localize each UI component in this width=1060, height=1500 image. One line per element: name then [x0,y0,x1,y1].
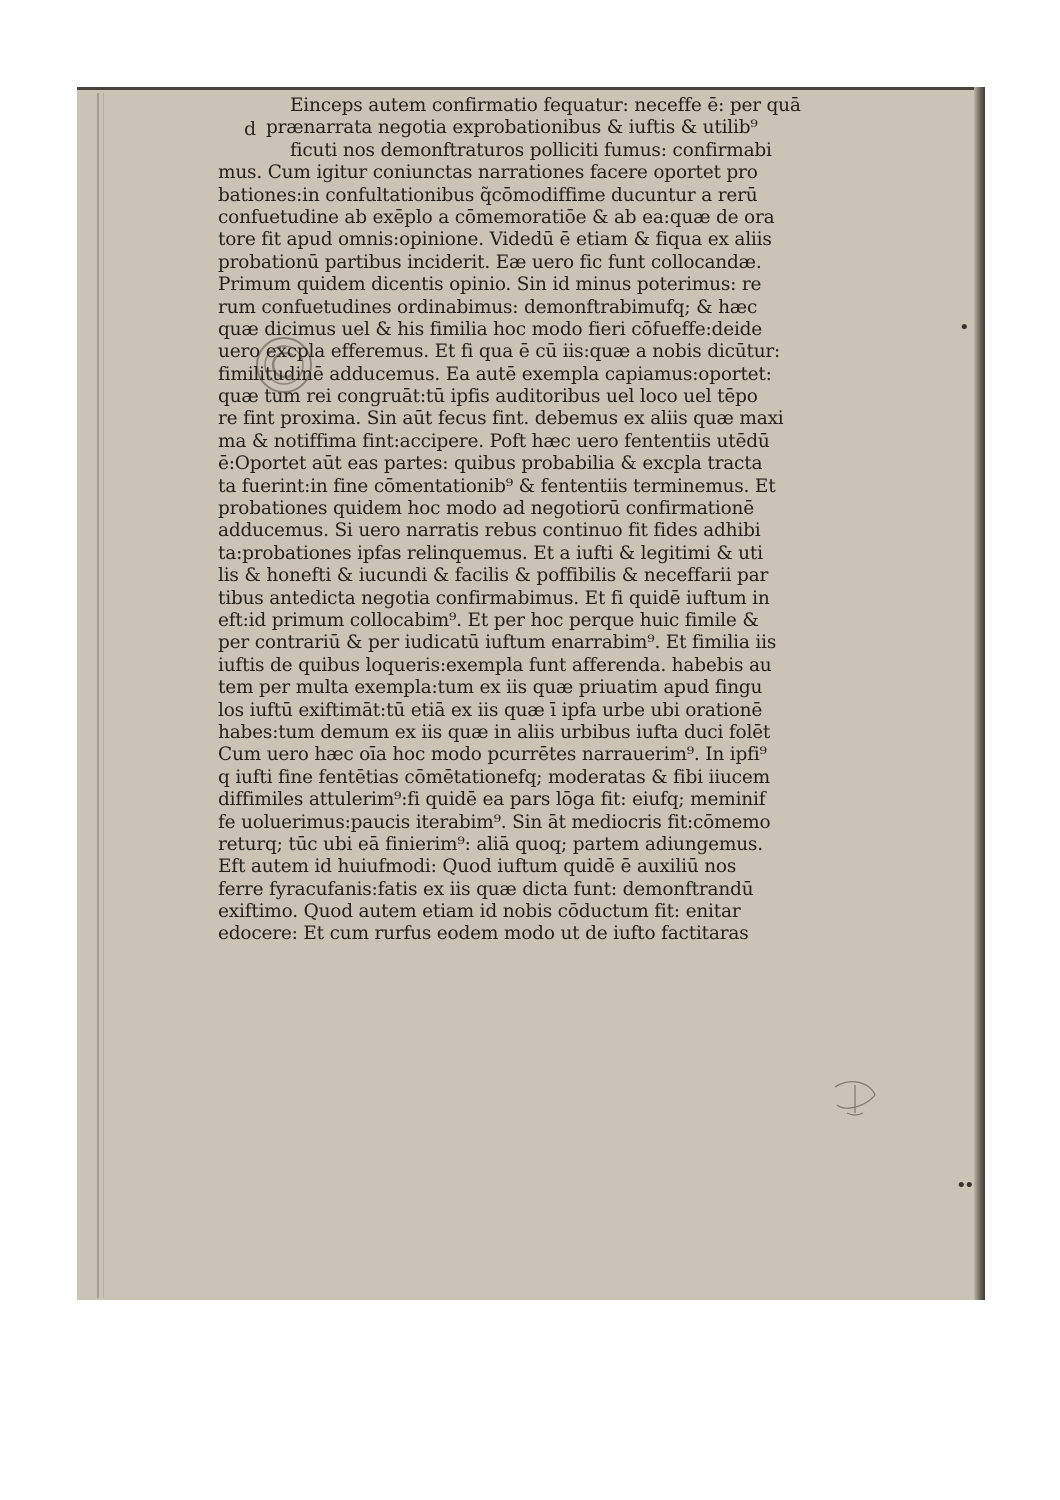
text-line: ē:Oportet aūt eas partes: quibus probabilia & excpla tracta [218,453,763,475]
text-line: bationes:in confultationibus q̃cōmodiffime ducuntur a rerū [218,184,758,206]
text-line: prænarrata negotia exprobationibus & iuftis & utilib⁹ [266,117,758,139]
margin-dot: • [964,1175,975,1196]
library-monogram-icon [825,1077,885,1117]
text-line: ficuti nos demonftraturos polliciti fumus: confirmabi [290,139,772,161]
text-line: tibus antedicta negotia confirmabimus. Et fi quidē iuftum in [218,587,770,609]
text-line: los iuftū exiftimāt:tū etiā ex iis quæ ī ipfa urbe ubi orationē [218,699,763,721]
text-line: habes:tum demum ex iis quæ in aliis urbibus iufta duci folēt [218,721,771,743]
text-line: uero excpla efferemus. Et fi qua ē cū iis:quæ a nobis dicūtur: [218,341,781,363]
text-line: iuftis de quibus loqueris:exempla funt afferenda. habebis au [218,654,772,676]
text-line: quæ tum rei congruāt:tū ipfis auditoribus uel loco uel tēpo [218,386,758,408]
page-top-edge [77,87,985,90]
text-line: re fint proxima. Sin aūt fecus fint. debemus ex aliis quæ maxi [218,408,784,430]
text-line: returq; tūc ubi eā finierim⁹: aliā quoq; partem adiungemus. [218,833,763,855]
text-line: Cum uero hæc oīa hoc modo pcurrētes narrauerim⁹. In ipfi⁹ [218,744,767,766]
text-line: q iufti fine fentētias cōmētationefq; moderatas & fibi iiucem [218,766,770,788]
text-line: quæ dicimus uel & his fimilia hoc modo fieri cōfueffe:deide [218,318,763,340]
text-line: adducemus. Si uero narratis rebus continuo fit fides adhibi [218,520,761,542]
text-line: per contrariū & per iudicatū iuftum enarrabim⁹. Et fimilia iis [218,632,777,654]
text-line: lis & honefti & iucundi & facilis & poffibilis & neceffarii par [218,565,769,587]
text-line: ta fuerint:in fine cōmentationib⁹ & fententiis terminemus. Et [218,475,776,497]
text-line: confuetudine ab exēplo a cōmemoratiōe & ab ea:quæ de ora [218,206,775,228]
text-line: edocere: Et cum rurfus eodem modo ut de iufto factitaras [218,923,749,945]
text-line: tore fit apud omnis:opinione. Videdū ē etiam & fiqua ex aliis [218,229,772,251]
text-line: Einceps autem confirmatio fequatur: neceffe ē: per quā [290,95,801,116]
text-line: ta:probationes ipfas relinquemus. Et a iufti & legitimi & uti [218,542,763,564]
text-line: Primum quidem dicentis opinio. Sin id minus poterimus: re [218,274,762,296]
text-line: diffimiles attulerim⁹:fi quidē ea pars lōga fit: eiufq; meminif [218,789,766,811]
text-line: eft:id primum collocabim⁹. Et per hoc perque huic fimile & [218,609,759,631]
text-line: fimilitudinē adducemus. Ea autē exempla capiamus:oportet: [218,363,772,385]
text-line: rum confuetudines ordinabimus: demonftrabimufq; & hæc [218,296,758,318]
margin-dot: • [956,1175,967,1196]
text-line: ma & notiffima fint:accipere. Poft hæc uero fententiis utēdū [218,430,770,452]
margin-dot: • [959,317,970,338]
latin-text-block [218,95,828,946]
binding-rule [97,93,99,1298]
page-right-edge [974,87,985,1300]
text-line: probationū partibus inciderit. Eæ uero fic funt collocandæ. [218,251,762,273]
text-line: exiftimo. Quod autem etiam id nobis cōductum fit: enitar [218,901,741,923]
text-line: mus. Cum igitur coniunctas narrationes facere oportet pro [218,162,758,184]
text-line: Eft autem id huiufmodi: Quod iuftum quidē ē auxiliū nos [218,856,737,878]
text-line: ferre fyracufanis:fatis ex iis quæ dicta funt: demonftrandū [218,878,754,900]
text-line: probationes quidem hoc modo ad negotiorū confirmationē [218,498,755,520]
text-line: fe uoluerimus:paucis iterabim⁹. Sin āt mediocris fit:cōmemo [218,811,771,833]
drop-initial-guide-letter: d [244,118,257,140]
binding-rule-inner [103,93,104,1298]
text-line: tem per multa exempla:tum ex iis quæ priuatim apud fingu [218,677,763,699]
